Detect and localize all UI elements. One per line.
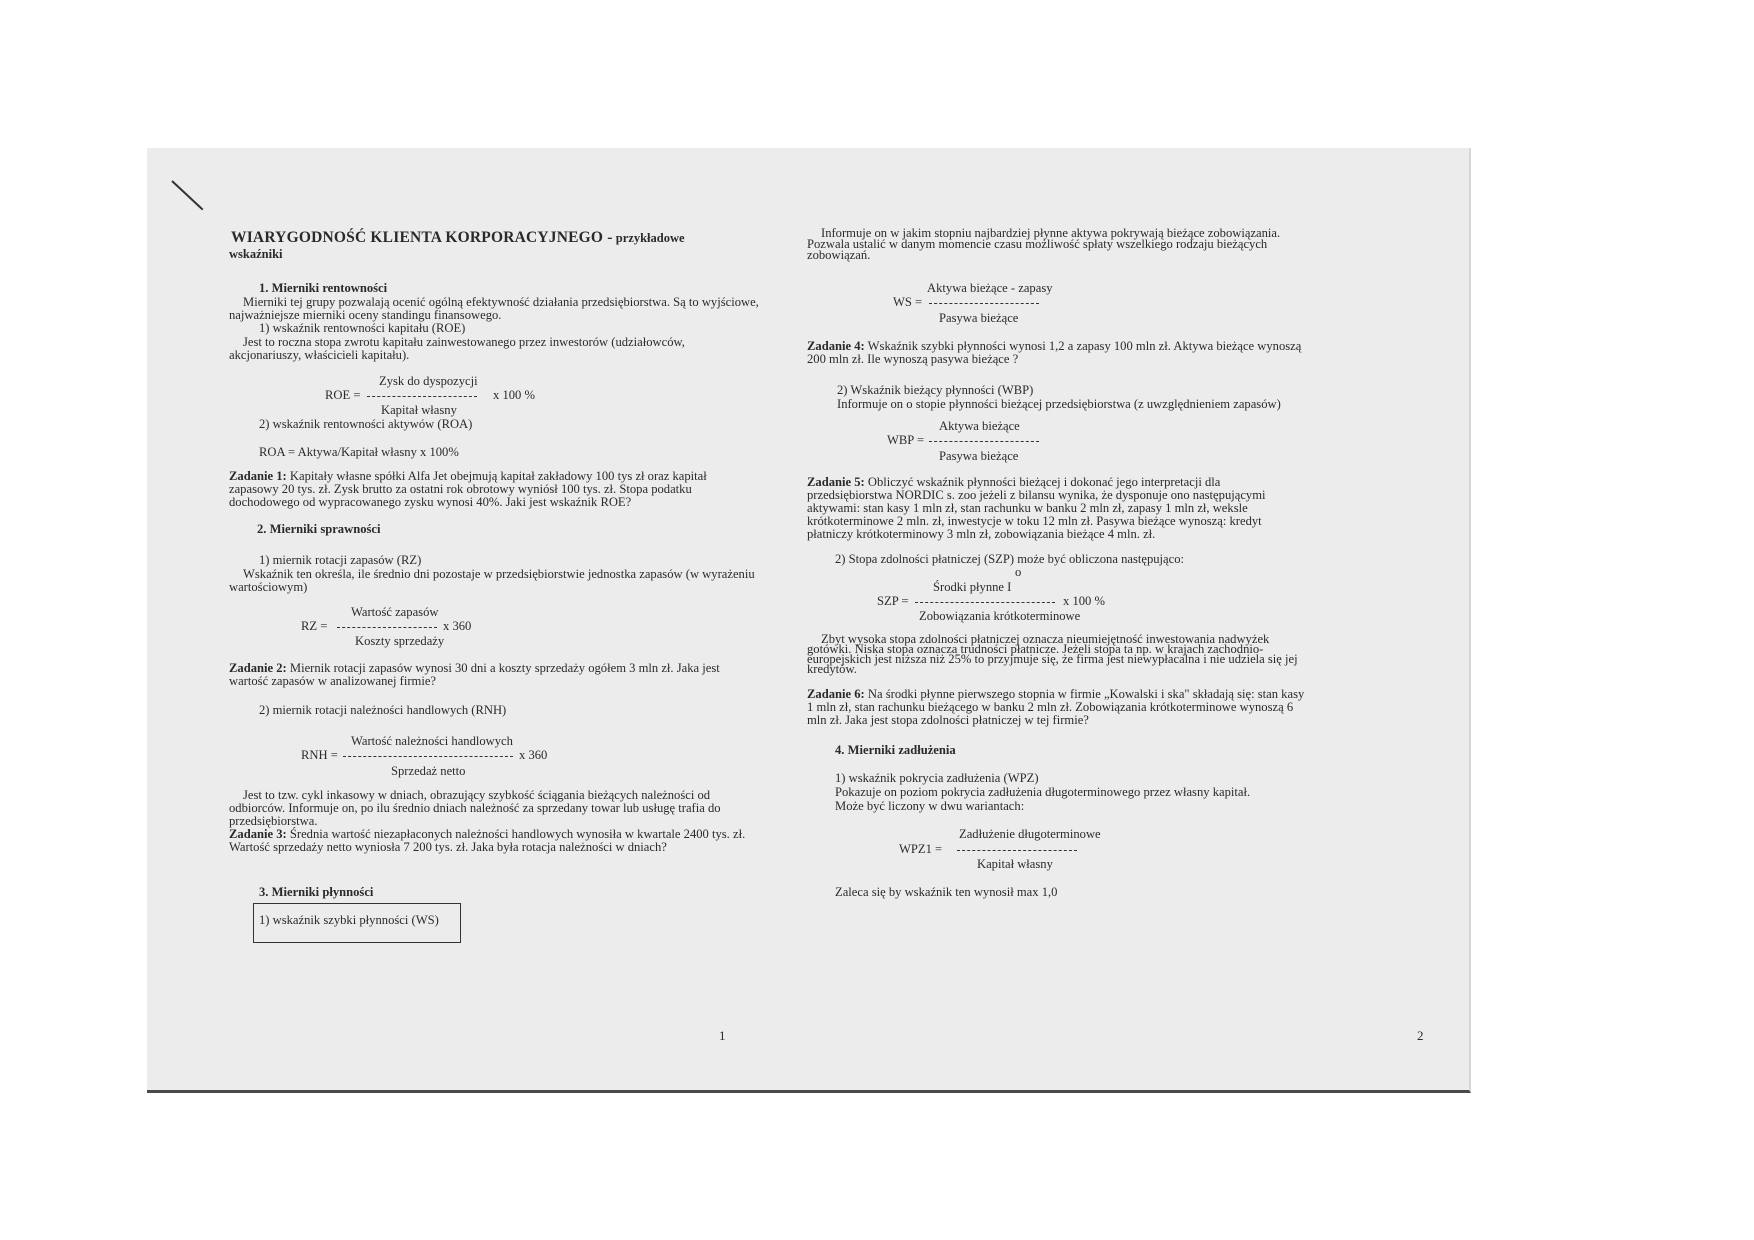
roa-formula: ROA = Aktywa/Kapitał własny x 100% xyxy=(259,445,459,459)
task-5-label: Zadanie 5: xyxy=(807,475,865,489)
roe-fraction-line xyxy=(367,396,477,397)
wbp-item: 2) Wskaźnik bieżący płynności (WBP) xyxy=(837,383,1034,397)
roe-lhs: ROE = xyxy=(325,388,361,402)
szp-numerator: Środki płynne I xyxy=(933,580,1012,594)
page-1 xyxy=(147,148,787,1090)
task-5-text: Obliczyć wskaźnik płynności bieżącej i dokonać jego interpretacji dla przedsiębiorstwa NORDIC s. zoo jeżeli z bilansu wynika, że dysponuje ono następującymi aktywami: stan kasy 1 mln zł, stan rachunku w banku 2 mln zł, zapasy 1 mln zł, weksle krótkoterminowe 2 mln. zł, inwestycje w toku 12 mln zł. Pasywa bieżące wynoszą: kredyt płatniczy krótkoterminowy 3 mln zł, zobowiązania bieżące 4 mln. zł. xyxy=(807,475,1266,541)
section-3-heading: 3. Mierniki płynności xyxy=(259,885,374,899)
task-2-label: Zadanie 2: xyxy=(229,661,287,675)
wbp-fraction-line xyxy=(929,441,1039,442)
rnh-item: 2) miernik rotacji należności handlowych (RNH) xyxy=(259,703,507,717)
roe-item: 1) wskaźnik rentowności kapitału (ROE) xyxy=(259,321,466,335)
rnh-lhs: RNH = xyxy=(301,748,338,762)
task-3 xyxy=(229,828,759,854)
roe-rhs: x 100 % xyxy=(493,388,535,402)
rnh-fraction-line xyxy=(343,756,513,757)
wpz-description-2: Może być liczony w dwu wariantach: xyxy=(835,799,1025,813)
szp-o: o xyxy=(1015,565,1022,579)
ws-lhs: WS = xyxy=(893,295,923,309)
task-1-label: Zadanie 1: xyxy=(229,469,287,483)
rz-item: 1) miernik rotacji zapasów (RZ) xyxy=(259,553,422,567)
wbp-lhs: WBP = xyxy=(887,433,925,447)
wbp-description: Informuje on o stopie płynności bieżącej przedsiębiorstwa (z uwzględnieniem zapasów) xyxy=(837,397,1281,411)
task-4-label: Zadanie 4: xyxy=(807,339,865,353)
task-3-text: Średnia wartość niezapłaconych należności handlowych wynosiła w kwartale 2400 tys. zł. Wartość sprzedaży netto wyniosła 7 200 tys. zł. Jaka była rotacja należności w dniach? xyxy=(229,827,746,854)
task-6-text: Na środki płynne pierwszego stopnia w firmie „Kowalski i ska" składają się: stan kasy 1 mln zł, stan rachunku bieżącego w banku 2 mln zł. Zobowiązania krótkoterminowe wynoszą 6 mln zł. Jaka jest stopa zdolności płatniczej w tej firmie? xyxy=(807,687,1305,727)
wpz-description-1: Pokazuje on poziom pokrycia zadłużenia długoterminowego przez własny kapitał. xyxy=(835,785,1251,799)
task-2-text: Miernik rotacji zapasów wynosi 30 dni a koszty sprzedaży ogółem 3 mln zł. Jaka jest wartość zapasów w analizowanej firmie? xyxy=(229,661,720,688)
page-number-1: 1 xyxy=(719,1028,726,1043)
szp-description: Zbyt wysoka stopa zdolności płatniczej oznacza nieumiejętność inwestowania nadwyżek gotówki. Niska stopa oznacza trudności płatnicze. Jeżeli stopa ta np. w krajach zachodnio-europejskich jest niższa niż 25% to przyjmuje się, że firma jest niewypłacalna i nie udziela się jej kredytów. xyxy=(807,632,1298,676)
rnh-numerator: Wartość należności handlowych xyxy=(351,734,513,748)
rnh-description: Jest to tzw. cykl inkasowy w dniach, obrazujący szybkość ściągania bieżących należności od odbiorców. Informuje on, po ilu średnio dniach należność za sprzedany towar lub usługę trafia do przedsiębiorstwa. xyxy=(229,788,721,828)
roe-description: Jest to roczna stopa zwrotu kapitału zainwestowanego przez inwestorów (udziałowców, akcjonariuszy, właścicieli kapitału). xyxy=(229,335,685,362)
scanned-sheet xyxy=(147,148,1471,1093)
wpz-denominator: Kapitał własny xyxy=(977,857,1053,871)
task-6-label: Zadanie 6: xyxy=(807,687,865,701)
ws-denominator: Pasywa bieżące xyxy=(939,311,1019,325)
page-2 xyxy=(807,148,1469,1090)
szp-denominator: Zobowiązania krótkoterminowe xyxy=(919,609,1081,623)
rz-numerator: Wartość zapasów xyxy=(351,605,439,619)
section-1-heading: 1. Mierniki rentowności xyxy=(259,281,388,295)
ws-description: Informuje on w jakim stopniu najbardziej płynne aktywa pokrywają bieżące zobowiązania. Pozwala ustalić w danym momencie czasu możliwość spłaty wszelkiego rodzaju bieżących zobowiązań. xyxy=(807,226,1281,262)
rnh-denominator: Sprzedaż netto xyxy=(391,764,466,778)
ws-fraction-line xyxy=(929,303,1039,304)
document-title xyxy=(231,231,685,246)
task-1 xyxy=(229,470,759,509)
wbp-numerator: Aktywa bieżące xyxy=(939,419,1020,433)
wpz-numerator: Zadłużenie długoterminowe xyxy=(959,827,1101,841)
rz-denominator: Koszty sprzedaży xyxy=(355,634,445,648)
roe-numerator: Zysk do dyspozycji xyxy=(379,374,478,388)
szp-lhs: SZP = xyxy=(877,594,909,608)
szp-fraction-line xyxy=(915,602,1055,603)
rz-description: Wskaźnik ten określa, ile średnio dni pozostaje w przedsiębiorstwie jednostka zapasów (w wyrażeniu wartościowym) xyxy=(229,567,755,594)
task-4-text: Wskaźnik szybki płynności wynosi 1,2 a zapasy 100 mln zł. Aktywa bieżące wynoszą 200 mln zł. Ile wynoszą pasywa bieżące ? xyxy=(807,339,1302,366)
task-2 xyxy=(229,662,759,688)
szp-item: 2) Stopa zdolności płatniczej (SZP) może być obliczona następująco: xyxy=(835,552,1185,566)
ws-item: 1) wskaźnik szybki płynności (WS) xyxy=(259,913,439,927)
section-4-heading: 4. Mierniki zadłużenia xyxy=(835,743,956,757)
roe-denominator: Kapitał własny xyxy=(381,403,457,417)
wbp-denominator: Pasywa bieżące xyxy=(939,449,1019,463)
wpz-lhs: WPZ1 = xyxy=(899,842,943,856)
wpz-fraction-line xyxy=(957,850,1077,851)
ws-numerator: Aktywa bieżące - zapasy xyxy=(927,281,1053,295)
page-number-2: 2 xyxy=(1417,1028,1424,1043)
task-6 xyxy=(807,688,1307,727)
wpz-note: Zaleca się by wskaźnik ten wynosił max 1,0 xyxy=(835,885,1058,899)
task-1-text: Kapitały własne spółki Alfa Jet obejmują kapitał zakładowy 100 tys zł oraz kapitał zapasowy 20 tys. zł. Zysk brutto za ostatni rok obrotowy wyniósł 100 tys. zł. Stopa podatku dochodowego od wypracowanego zysku wynosi 40%. Jaki jest wskaźnik ROE? xyxy=(229,469,707,509)
wpz-item: 1) wskaźnik pokrycia zadłużenia (WPZ) xyxy=(835,771,1039,785)
title-main: WIARYGODNOŚĆ KLIENTA KORPORACYJNEGO - xyxy=(231,229,613,246)
task-3-label: Zadanie 3: xyxy=(229,827,287,841)
rz-fraction-line xyxy=(337,627,437,628)
rz-lhs: RZ = xyxy=(301,619,328,633)
rnh-rhs: x 360 xyxy=(519,748,548,762)
section-2-heading: 2. Mierniki sprawności xyxy=(257,522,381,536)
rz-rhs: x 360 xyxy=(443,619,472,633)
title-suffix: przykładowe xyxy=(615,231,685,245)
task-5 xyxy=(807,476,1307,541)
title-line-2: wskaźniki xyxy=(229,247,283,261)
roa-item: 2) wskaźnik rentowności aktywów (ROA) xyxy=(259,417,473,431)
task-4 xyxy=(807,340,1307,366)
section-1-intro: Mierniki tej grupy pozwalają ocenić ogólną efektywność działania przedsiębiorstwa. Są to wyjściowe, najważniejsze mierniki oceny standingu finansowego. xyxy=(229,295,759,322)
szp-rhs: x 100 % xyxy=(1063,594,1105,608)
